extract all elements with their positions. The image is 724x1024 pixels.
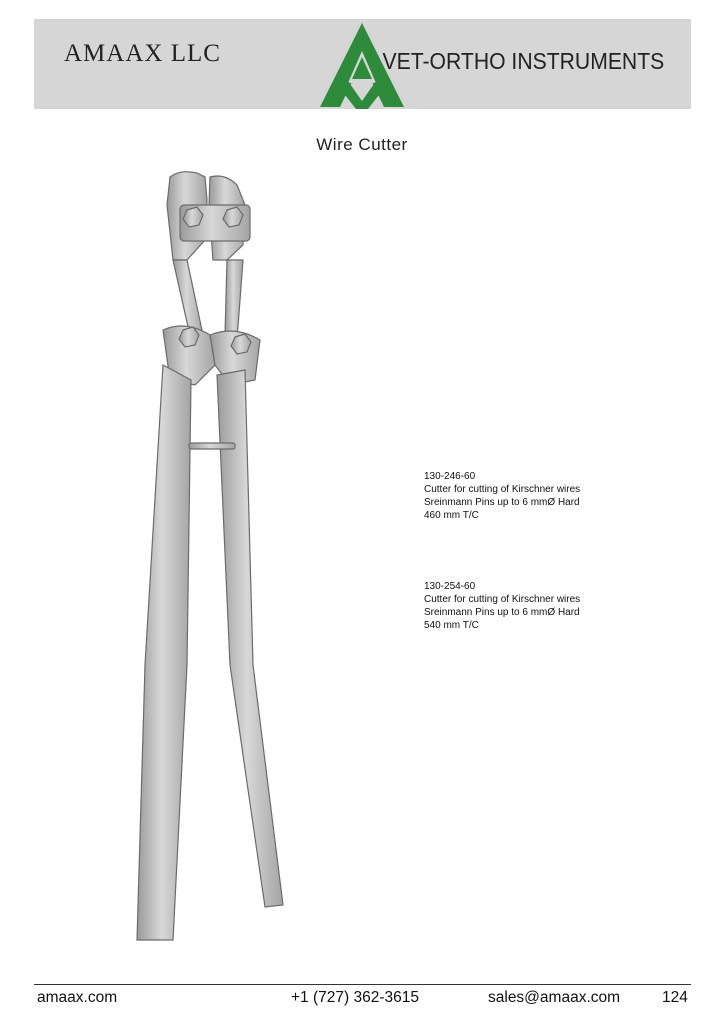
spec-size: 460 mm T/C	[424, 510, 479, 521]
page-number: 124	[662, 989, 688, 1006]
footer-phone: +1 (727) 362-3615	[291, 989, 419, 1006]
spec-code: 130-246-60	[424, 471, 476, 482]
tagline: VET-ORTHO INSTRUMENTS	[382, 48, 664, 74]
spec-description: Sreinmann Pins up to 6 mmØ Hard	[424, 607, 580, 618]
footer-email: sales@amaax.com	[488, 989, 621, 1006]
spec-code: 130-254-60	[424, 581, 476, 592]
spec-block-1	[424, 470, 580, 522]
spec-block-2	[424, 580, 580, 632]
spec-description: Cutter for cutting of Kirschner wires	[424, 484, 581, 495]
product-title: Wire Cutter	[316, 135, 408, 154]
wire-cutter-image	[125, 165, 300, 945]
spec-description: Sreinmann Pins up to 6 mmØ Hard	[424, 497, 580, 508]
company-name: AMAAX LLC	[64, 40, 221, 67]
spec-size: 540 mm T/C	[424, 620, 479, 631]
footer-divider	[34, 984, 691, 985]
spec-description: Cutter for cutting of Kirschner wires	[424, 594, 581, 605]
footer-website: amaax.com	[37, 989, 118, 1006]
